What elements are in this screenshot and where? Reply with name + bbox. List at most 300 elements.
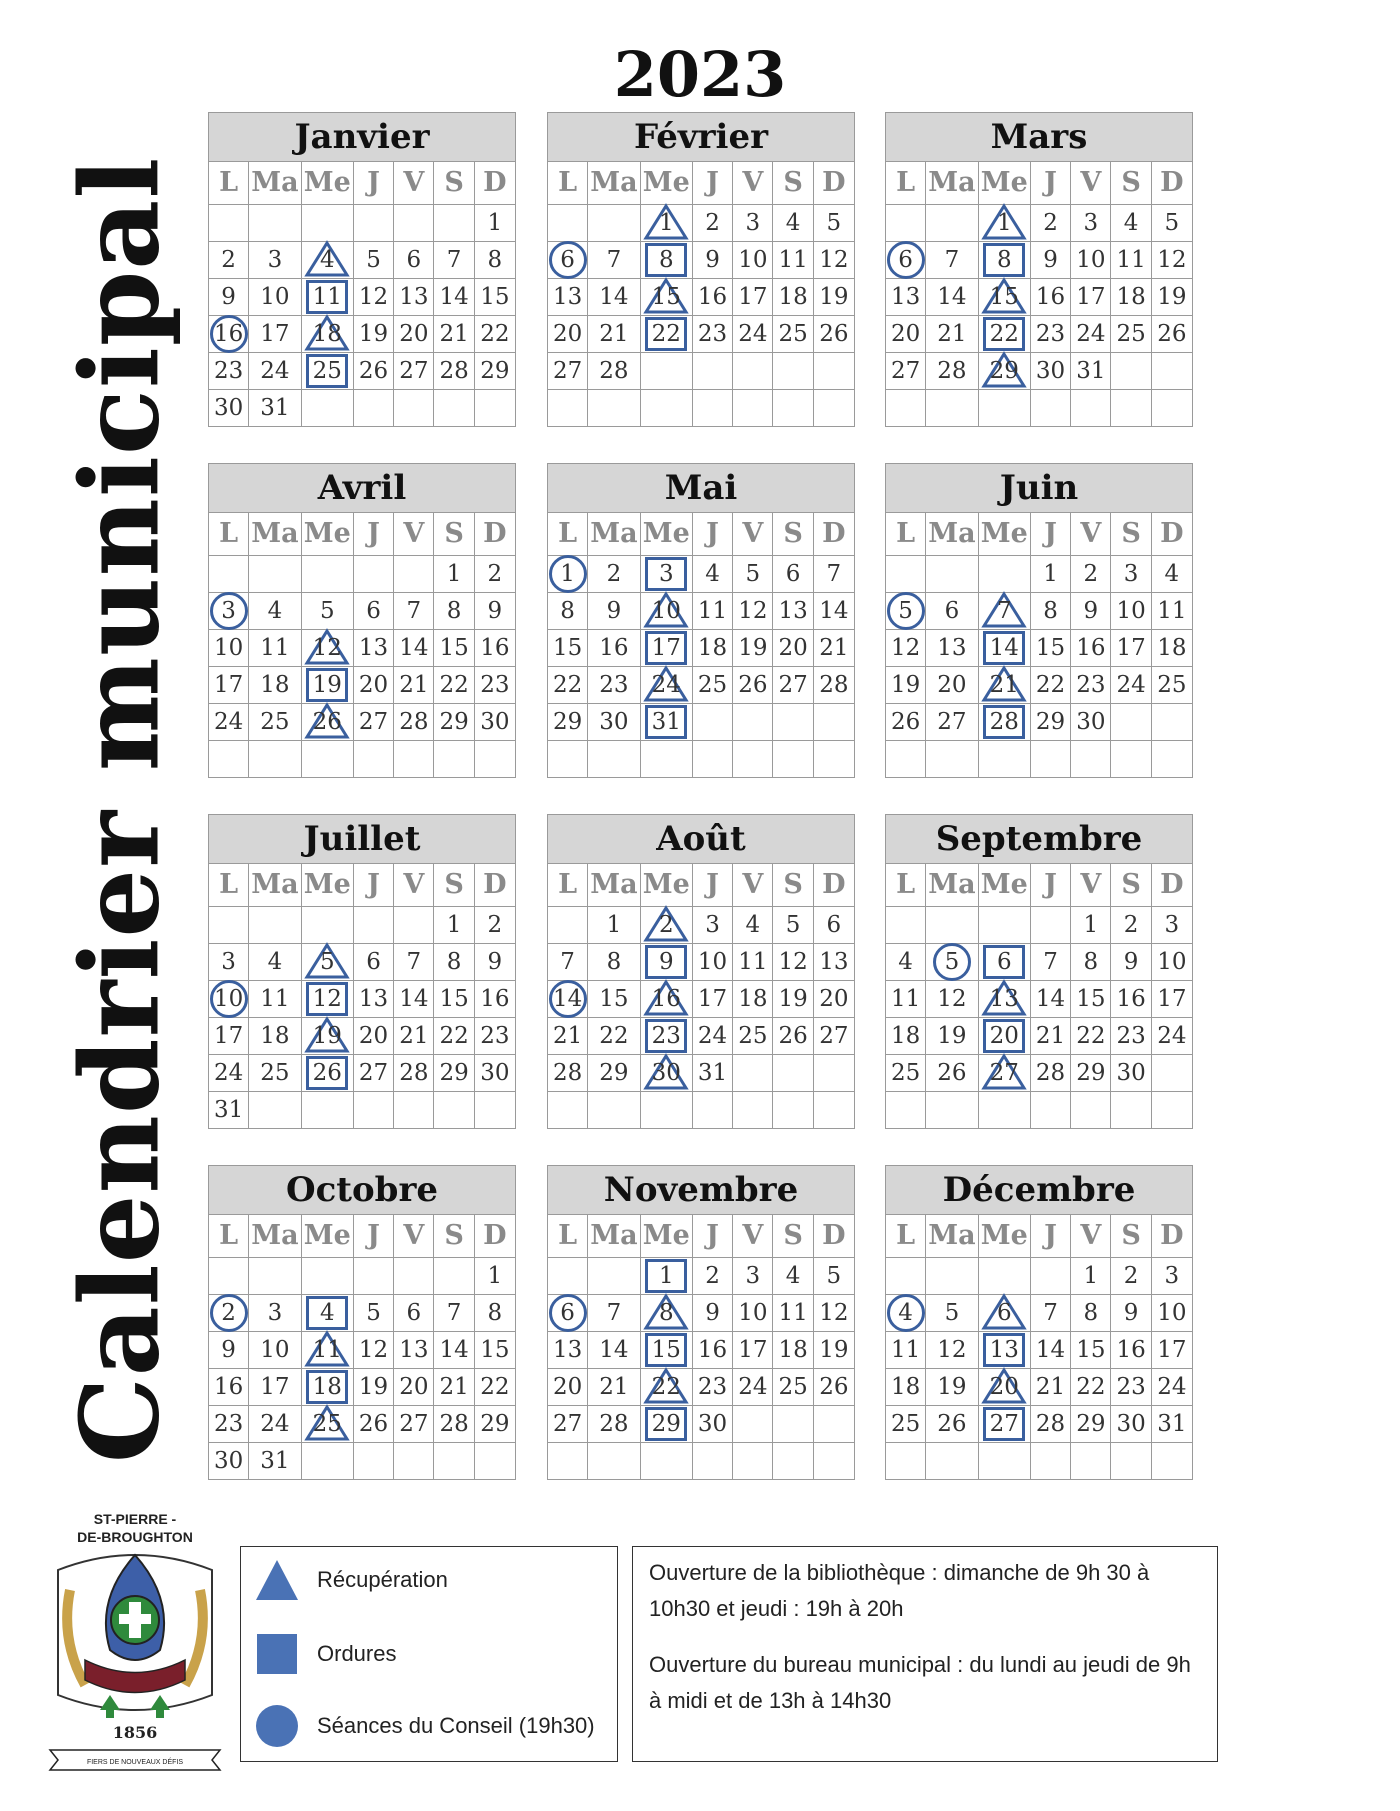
day-cell [733, 1018, 773, 1054]
day-number: 25 [890, 1411, 921, 1437]
empty-day-cell [773, 1443, 813, 1479]
day-cell [394, 667, 434, 703]
day-cell [302, 593, 354, 629]
day-cell [1031, 981, 1071, 1017]
day-cell [475, 316, 515, 352]
weekday-header: L [886, 1215, 926, 1257]
day-number: 15 [599, 986, 629, 1012]
day-number: 22 [439, 672, 469, 698]
day-number: 20 [552, 321, 583, 347]
weekday-header: S [773, 513, 813, 555]
day-number: 7 [446, 1300, 462, 1326]
day-cell [475, 1406, 515, 1442]
day-cell [354, 1406, 394, 1442]
weekday-header-row [209, 1215, 515, 1258]
weekday-header: Ma [926, 1215, 978, 1257]
day-cell [434, 316, 474, 352]
day-cell [979, 704, 1031, 740]
day-cell [926, 242, 978, 278]
day-cell [588, 981, 640, 1017]
weekday-header-row [886, 162, 1192, 205]
day-cell [434, 630, 474, 666]
day-number: 15 [651, 284, 681, 310]
day-cell [1071, 242, 1111, 278]
day-cell [588, 556, 640, 592]
day-number: 14 [399, 986, 429, 1012]
day-number: 8 [658, 247, 674, 273]
empty-day-cell [1031, 741, 1071, 777]
weekday-header: V [1071, 162, 1111, 204]
day-number: 6 [560, 247, 575, 273]
day-cell [886, 353, 926, 389]
day-cell [434, 907, 474, 943]
day-cell [1071, 1258, 1111, 1294]
day-cell [773, 1369, 813, 1405]
day-cell [209, 1092, 249, 1128]
day-cell [548, 704, 588, 740]
day-number: 26 [738, 672, 768, 698]
day-number: 20 [778, 635, 808, 661]
day-cell [394, 593, 434, 629]
day-cell [814, 1332, 854, 1368]
day-cell [354, 1295, 394, 1331]
day-number: 20 [552, 1374, 583, 1400]
empty-day-cell [302, 1258, 354, 1294]
day-cell [814, 205, 854, 241]
day-cell [1111, 981, 1151, 1017]
day-number: 1 [446, 912, 462, 938]
day-cell [394, 316, 434, 352]
day-cell [1071, 1332, 1111, 1368]
empty-day-cell [434, 1443, 474, 1479]
circle-icon [253, 1702, 301, 1750]
day-cell [733, 593, 773, 629]
empty-day-cell [249, 907, 301, 943]
day-number: 14 [599, 284, 629, 310]
empty-day-cell [249, 1092, 301, 1128]
day-number: 3 [1164, 912, 1180, 938]
day-cell [249, 1018, 301, 1054]
day-cell [1031, 556, 1071, 592]
weekday-header: L [548, 1215, 588, 1257]
day-number: 10 [1157, 949, 1187, 975]
weekday-header-row [548, 513, 854, 556]
day-cell [1071, 1055, 1111, 1091]
day-number: 18 [778, 1337, 808, 1363]
day-cell [434, 1055, 474, 1091]
day-number: 23 [697, 1374, 728, 1400]
week-row [886, 1092, 1192, 1128]
weekday-header: Me [641, 162, 693, 204]
day-cell [1071, 316, 1111, 352]
day-cell [886, 316, 926, 352]
week-row [886, 242, 1192, 279]
day-number: 17 [1116, 635, 1146, 661]
weekday-header: L [548, 513, 588, 555]
day-number: 27 [989, 1411, 1019, 1437]
week-row [548, 556, 854, 593]
day-number: 22 [1035, 672, 1066, 698]
day-number: 23 [651, 1023, 681, 1049]
day-number: 15 [480, 1337, 510, 1363]
day-number: 29 [439, 709, 469, 735]
week-row [548, 353, 854, 390]
day-number: 11 [697, 598, 728, 624]
day-cell [1111, 205, 1151, 241]
month-name: Mars [886, 113, 1192, 162]
day-number: 26 [819, 1374, 849, 1400]
week-row [209, 1443, 515, 1479]
month-name: Juin [886, 464, 1192, 513]
day-number: 21 [599, 321, 629, 347]
weekday-header: V [733, 1215, 773, 1257]
day-number: 6 [366, 949, 381, 975]
day-cell [394, 242, 434, 278]
day-cell [249, 944, 301, 980]
empty-day-cell [1111, 390, 1151, 426]
day-number: 21 [552, 1023, 583, 1049]
day-number: 31 [260, 1448, 290, 1474]
empty-day-cell [1071, 390, 1111, 426]
day-number: 29 [1035, 709, 1066, 735]
day-number: 11 [738, 949, 768, 975]
day-number: 3 [745, 210, 761, 236]
calendar-year: 2023 [613, 38, 787, 111]
day-cell [548, 1406, 588, 1442]
week-row [548, 741, 854, 777]
day-number: 18 [890, 1374, 921, 1400]
day-cell [475, 630, 515, 666]
day-number: 25 [1157, 672, 1187, 698]
day-number: 28 [1035, 1411, 1066, 1437]
day-cell [1111, 1258, 1151, 1294]
day-cell [588, 593, 640, 629]
weekday-header-row [886, 864, 1192, 907]
day-number: 5 [319, 598, 335, 624]
legend-item-ordures [253, 1629, 396, 1679]
day-cell [434, 279, 474, 315]
day-number: 7 [446, 247, 462, 273]
day-number: 4 [785, 1263, 801, 1289]
day-number: 27 [358, 1060, 389, 1086]
day-cell [733, 205, 773, 241]
day-cell [249, 1055, 301, 1091]
day-cell [249, 630, 301, 666]
empty-day-cell [641, 1092, 693, 1128]
day-number: 8 [1043, 598, 1058, 624]
day-number: 30 [1076, 709, 1106, 735]
week-row [209, 593, 515, 630]
week-row [209, 1018, 515, 1055]
day-cell [354, 630, 394, 666]
day-cell [434, 593, 474, 629]
day-cell [588, 704, 640, 740]
day-cell [1071, 1295, 1111, 1331]
day-number: 26 [358, 1411, 389, 1437]
day-number: 19 [890, 672, 921, 698]
day-cell [1031, 316, 1071, 352]
day-number: 5 [366, 1300, 381, 1326]
weekday-header: Ma [249, 513, 301, 555]
empty-day-cell [926, 741, 978, 777]
day-number: 17 [738, 1337, 768, 1363]
day-cell [548, 1018, 588, 1054]
day-number: 3 [267, 247, 283, 273]
day-number: 10 [213, 635, 244, 661]
week-row [209, 1369, 515, 1406]
day-cell [354, 944, 394, 980]
day-cell [814, 316, 854, 352]
day-cell [249, 1406, 301, 1442]
week-row [548, 1369, 854, 1406]
day-number: 9 [705, 1300, 720, 1326]
day-number: 24 [1157, 1023, 1187, 1049]
day-cell [588, 1055, 640, 1091]
empty-day-cell [249, 205, 301, 241]
day-cell [354, 667, 394, 703]
empty-day-cell [814, 1092, 854, 1128]
empty-day-cell [548, 1258, 588, 1294]
day-cell [1111, 1406, 1151, 1442]
week-row [548, 1443, 854, 1479]
day-cell [773, 944, 813, 980]
day-number: 8 [606, 949, 622, 975]
day-number: 8 [1083, 949, 1099, 975]
empty-day-cell [693, 390, 733, 426]
day-number: 22 [480, 321, 510, 347]
day-number: 13 [819, 949, 849, 975]
empty-day-cell [394, 205, 434, 241]
day-number: 30 [1116, 1411, 1146, 1437]
empty-day-cell [814, 390, 854, 426]
day-cell [641, 1406, 693, 1442]
day-number: 17 [1157, 1337, 1187, 1363]
day-number: 11 [778, 1300, 808, 1326]
day-cell [733, 316, 773, 352]
empty-day-cell [394, 907, 434, 943]
day-number: 6 [366, 598, 381, 624]
day-number: 1 [1083, 1263, 1099, 1289]
weekday-header-row [548, 1215, 854, 1258]
weekday-header: V [1071, 1215, 1111, 1257]
day-number: 24 [738, 321, 768, 347]
weekday-header: D [822, 518, 846, 549]
day-number: 6 [826, 912, 842, 938]
weekday-header-row [886, 1215, 1192, 1258]
day-number: 23 [697, 321, 728, 347]
day-cell [1031, 1369, 1071, 1405]
empty-day-cell [641, 390, 693, 426]
day-cell [475, 1369, 515, 1405]
day-number: 2 [1043, 210, 1058, 236]
empty-day-cell [886, 1092, 926, 1128]
day-number: 8 [487, 1300, 503, 1326]
day-cell [814, 944, 854, 980]
empty-day-cell [588, 741, 640, 777]
empty-day-cell [394, 556, 434, 592]
day-cell [814, 279, 854, 315]
day-number: 29 [599, 1060, 629, 1086]
weekday-header: D [483, 518, 507, 549]
day-cell [1152, 944, 1192, 980]
day-number: 13 [552, 284, 583, 310]
day-number: 17 [738, 284, 768, 310]
weekday-header: J [354, 162, 394, 204]
month-name: Décembre [886, 1166, 1192, 1215]
day-cell [209, 944, 249, 980]
day-cell [926, 1369, 978, 1405]
day-number: 27 [399, 1411, 429, 1437]
weekday-header: V [1071, 513, 1111, 555]
day-cell [733, 667, 773, 703]
day-cell [1152, 1295, 1192, 1331]
empty-day-cell [733, 1055, 773, 1091]
day-cell [209, 1369, 249, 1405]
day-cell [548, 353, 588, 389]
day-number: 6 [898, 247, 913, 273]
empty-day-cell [354, 556, 394, 592]
weekday-header: Me [641, 513, 693, 555]
day-cell [1111, 630, 1151, 666]
day-cell [394, 704, 434, 740]
day-cell [1031, 667, 1071, 703]
day-cell [475, 242, 515, 278]
day-number: 15 [480, 284, 510, 310]
weekday-header: V [394, 513, 434, 555]
day-number: 4 [1164, 561, 1180, 587]
day-number: 28 [552, 1060, 583, 1086]
weekday-header: S [773, 162, 813, 204]
empty-day-cell [434, 390, 474, 426]
week-row [209, 205, 515, 242]
day-number: 23 [599, 672, 629, 698]
day-number: 14 [1035, 1337, 1066, 1363]
day-cell [302, 316, 354, 352]
month-name: Août [548, 815, 854, 864]
weekday-header: J [693, 513, 733, 555]
day-cell [394, 981, 434, 1017]
empty-day-cell [434, 205, 474, 241]
day-number: 18 [697, 635, 728, 661]
day-cell [773, 279, 813, 315]
empty-day-cell [354, 1092, 394, 1128]
day-cell [249, 981, 301, 1017]
weekday-header: L [209, 864, 249, 906]
week-row [209, 907, 515, 944]
empty-day-cell [926, 1443, 978, 1479]
day-number: 13 [399, 1337, 429, 1363]
info-box [632, 1546, 1218, 1762]
weekday-header: L [548, 864, 588, 906]
empty-day-cell [209, 907, 249, 943]
weekday-header-row [548, 162, 854, 205]
day-number: 12 [738, 598, 768, 624]
day-cell [588, 630, 640, 666]
weekday-header: Me [979, 162, 1031, 204]
day-number: 6 [406, 1300, 422, 1326]
day-number: 26 [890, 709, 921, 735]
empty-day-cell [693, 1092, 733, 1128]
day-cell [1152, 907, 1192, 943]
day-cell [886, 704, 926, 740]
weekday-header: Ma [926, 513, 978, 555]
day-cell [641, 205, 693, 241]
day-number: 26 [937, 1411, 967, 1437]
empty-day-cell [548, 907, 588, 943]
month-calendar [547, 463, 855, 778]
day-number: 21 [989, 672, 1019, 698]
day-number: 6 [785, 561, 801, 587]
day-cell [302, 1369, 354, 1405]
empty-day-cell [926, 390, 978, 426]
day-cell [1071, 593, 1111, 629]
weekday-header: J [1031, 1215, 1071, 1257]
day-cell [475, 1332, 515, 1368]
week-row [209, 981, 515, 1018]
day-number: 21 [1035, 1374, 1066, 1400]
month-calendar [885, 112, 1193, 427]
day-number: 24 [260, 1411, 290, 1437]
day-number: 30 [480, 709, 510, 735]
weekday-header: S [434, 513, 474, 555]
day-cell [886, 1369, 926, 1405]
day-cell [1111, 242, 1151, 278]
day-cell [773, 1332, 813, 1368]
day-number: 3 [221, 949, 236, 975]
day-cell [979, 667, 1031, 703]
empty-day-cell [773, 704, 813, 740]
empty-day-cell [693, 741, 733, 777]
day-number: 20 [399, 1374, 429, 1400]
week-row [209, 667, 515, 704]
day-number: 14 [439, 1337, 469, 1363]
week-row [548, 1258, 854, 1295]
empty-day-cell [1031, 1258, 1071, 1294]
day-cell [1111, 1295, 1151, 1331]
day-cell [1111, 316, 1151, 352]
day-cell [773, 242, 813, 278]
day-cell [434, 667, 474, 703]
empty-day-cell [475, 390, 515, 426]
day-cell [354, 316, 394, 352]
day-cell [733, 556, 773, 592]
day-number: 16 [480, 986, 510, 1012]
day-cell [1031, 1406, 1071, 1442]
day-cell [475, 981, 515, 1017]
day-cell [773, 205, 813, 241]
day-number: 4 [1123, 210, 1139, 236]
day-cell [394, 1406, 434, 1442]
week-row [548, 704, 854, 741]
day-cell [926, 316, 978, 352]
day-cell [641, 704, 693, 740]
weekday-header: D [1160, 1220, 1184, 1251]
day-number: 16 [1076, 635, 1106, 661]
day-cell [302, 1055, 354, 1091]
day-number: 11 [778, 247, 808, 273]
day-cell [641, 593, 693, 629]
week-row [548, 390, 854, 426]
day-number: 7 [406, 598, 422, 624]
day-number: 14 [989, 635, 1019, 661]
day-cell [588, 242, 640, 278]
day-cell [773, 630, 813, 666]
day-cell [693, 316, 733, 352]
day-cell [209, 630, 249, 666]
day-cell [733, 1295, 773, 1331]
day-cell [475, 1258, 515, 1294]
day-number: 1 [996, 210, 1012, 236]
